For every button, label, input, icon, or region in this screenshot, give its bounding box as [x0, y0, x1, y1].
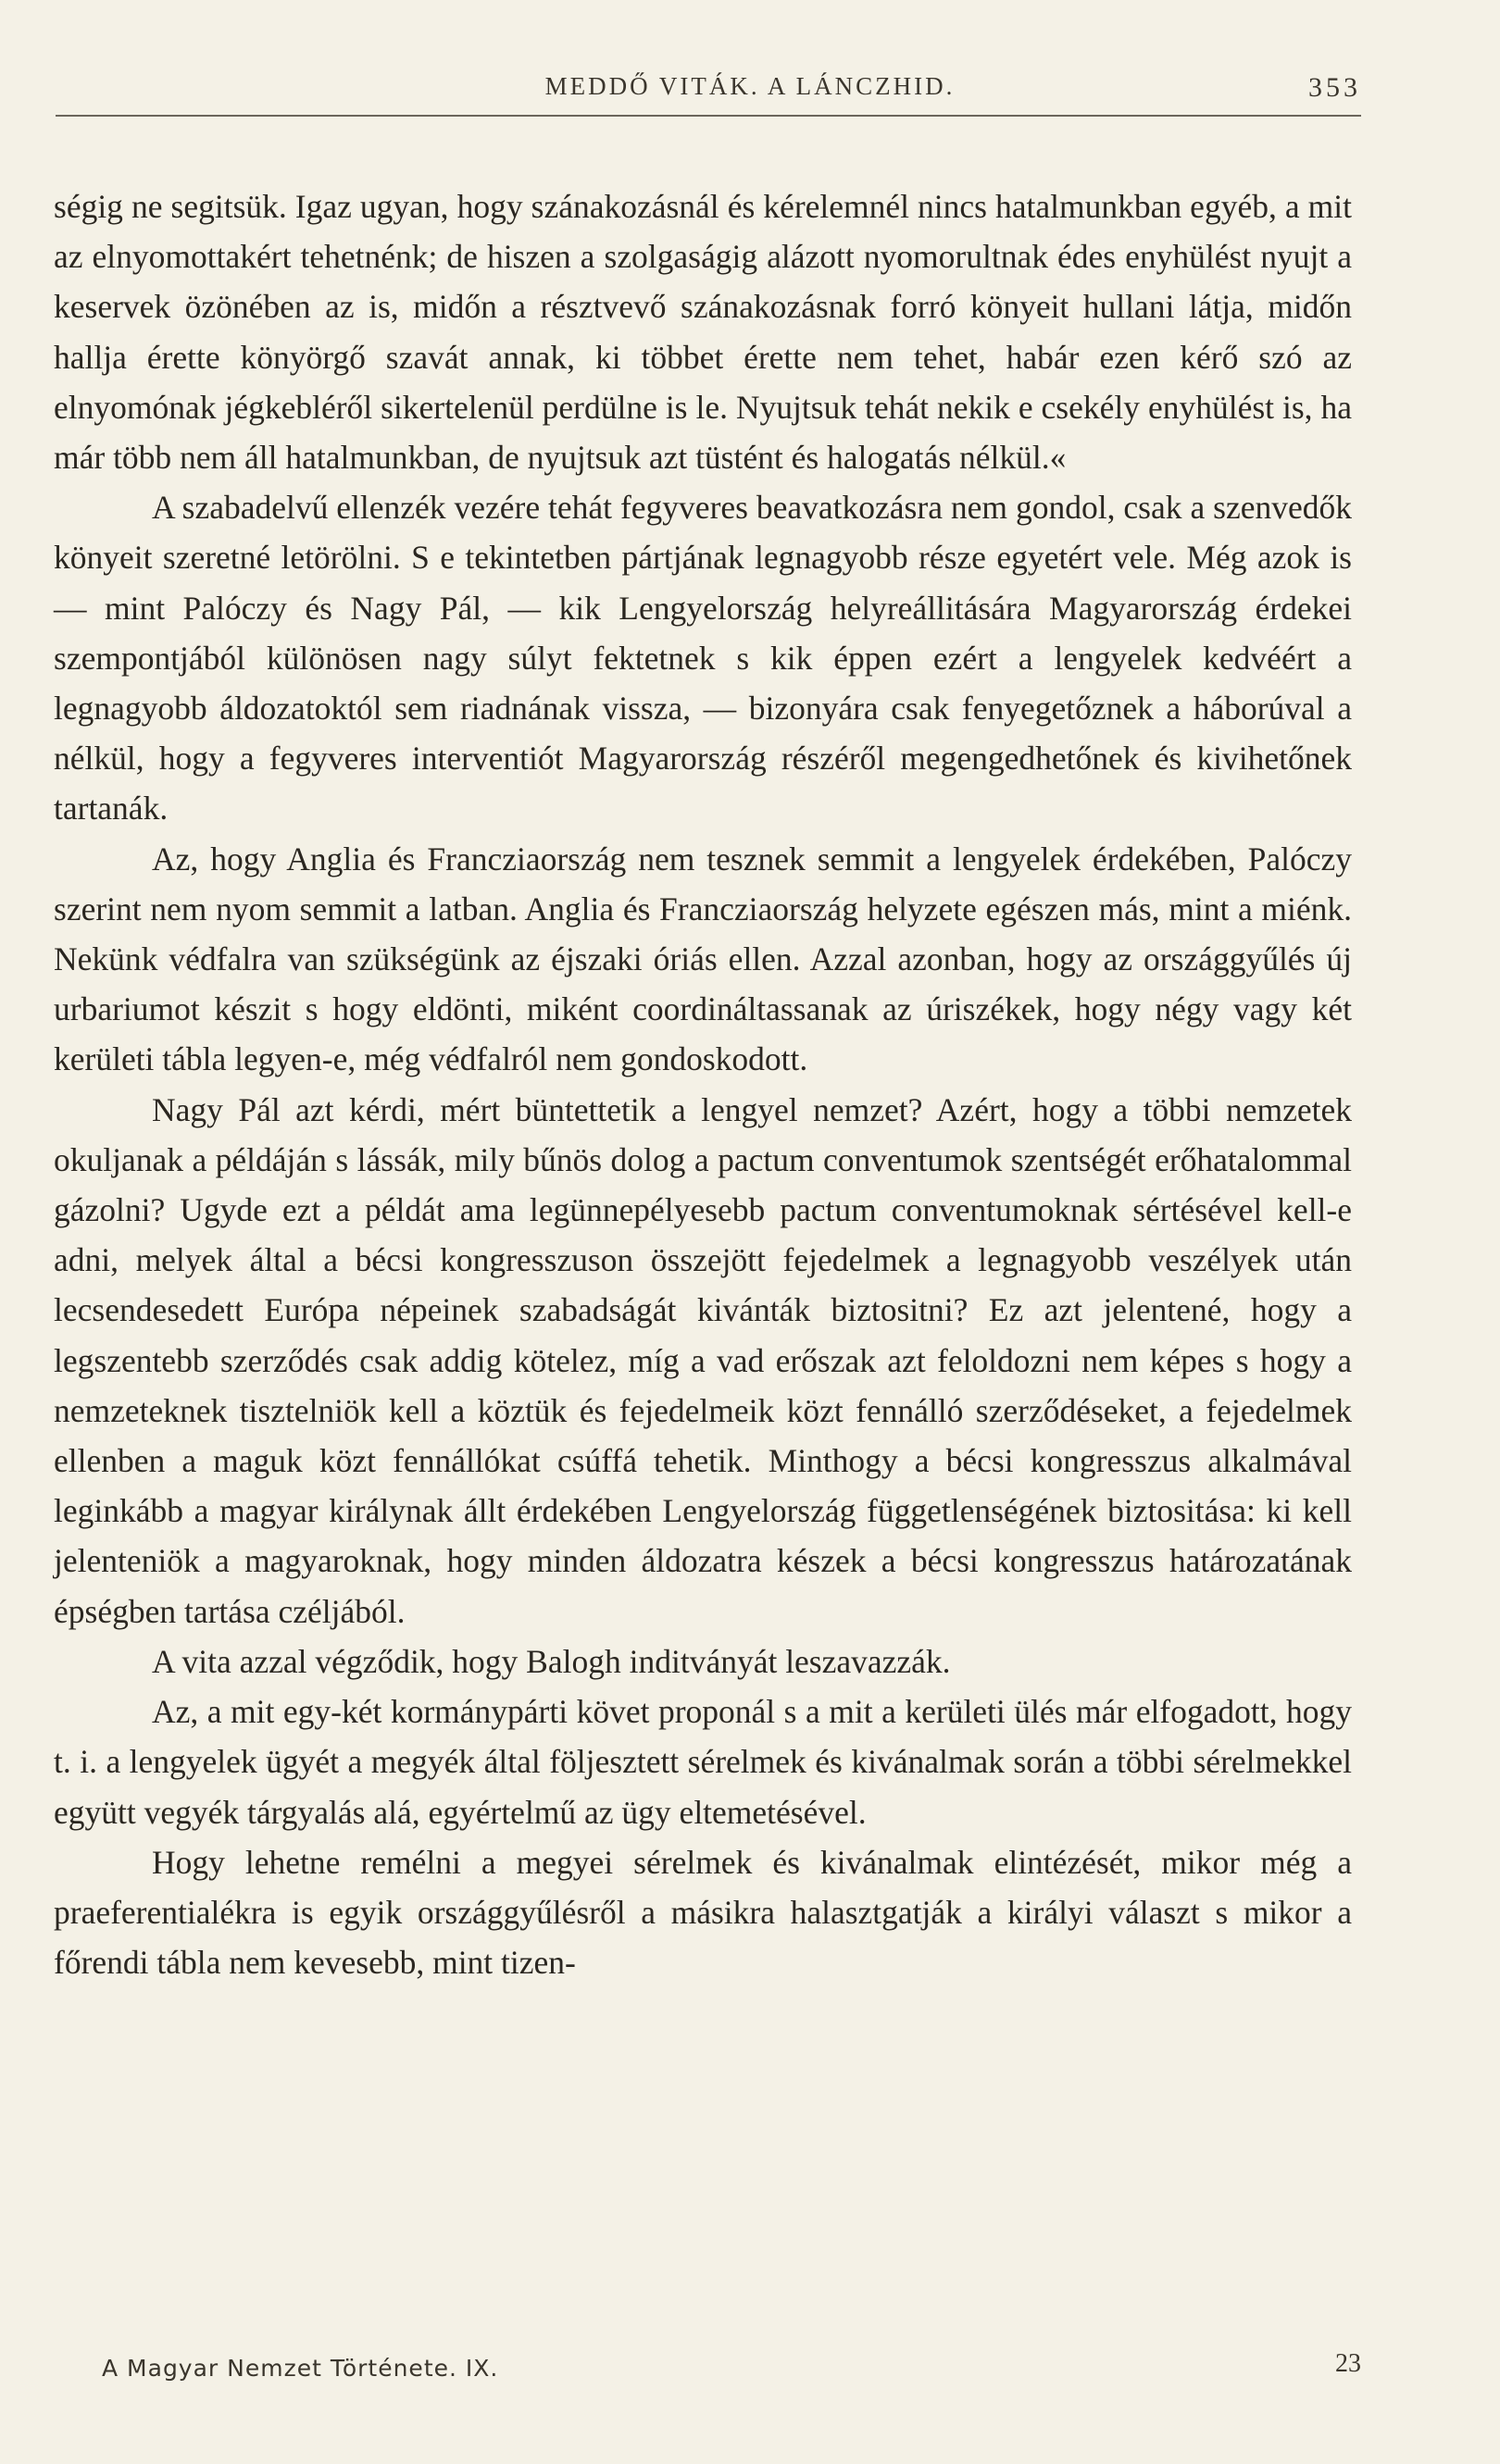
paragraph-5: A vita azzal végződik, hogy Balogh inditványát leszavazzák. [152, 1642, 951, 1680]
paragraph-4: Nagy Pál azt kérdi, mért büntettetik a lengyel nemzet? Azért, hogy a többi nemzetek okuljanak a példáján s lássák, mily bűnös dolog a pactum conventumok szentségét erőhatalommal gázolni? Ugyde ezt a példát ama legünnepélyesebb pactum conventumoknak sértésével kell-e adni, melyek által a bécsi kongresszuson összejött fejedelmek a legnagyobb veszélyek után lecsendesedett Európa népeinek szabadságát kivánták biztositni? Ez azt jelentené, hogy a legszentebb szerződés csak addig kötelez, míg a vad erőszak azt feloldozni nem képes s hogy a nemzeteknek tisztelniök kell a köztük és fejedelmeik közt fennálló szerződéseket, a fejedelmek ellenben a maguk közt fennállókat csúffá tehetik. Minthogy a bécsi kongresszus alkalmával leginkább a magyar királynak állt érdekében Lengyelország függetlenségének biztositása: ki kell jelenteniök a magyaroknak, hogy minden áldozatra készek a bécsi kongresszus határozatának épségben tartása czéljából. [54, 1090, 1352, 1630]
paragraph-1: ségig ne segitsük. Igaz ugyan, hogy szánakozásnál és kérelemnél nincs hatalmunkban egyéb, a mit az elnyomottakért tehetnénk; de hiszen a szolgaságig alázott nyomorultnak édes enyhülést nyujt a keservek özönében az is, midőn a résztvevő szánakozásnak forró könyeit hullani látja, midőn hallja érette könyörgő szavát annak, ki többet érette nem tehet, habár ezen kérő szó az elnyomónak jégkebléről sikertelenül perdülne is le. Nyujtsuk tehát nekik e csekély enyhülést is, ha már több nem áll hatalmunkban, de nyujtsuk azt tüstént és halogatás nélkül.« [54, 188, 1352, 477]
paragraph-7: Hogy lehetne remélni a megyei sérelmek és kivánalmak elintézését, mikor még a praeferentialékra is egyik országgyűlésről a másikra halasztgatják a királyi választ s mikor a főrendi tábla nem kevesebb, mint tizen- [54, 1843, 1352, 1982]
page-number: 353 [1308, 72, 1361, 103]
running-header [0, 68, 1500, 106]
running-title: MEDDŐ VITÁK. A LÁNCZHID. [544, 72, 956, 100]
paragraph-2: A szabadelvű ellenzék vezére tehát fegyveres beavatkozásra nem gondol, csak a szenvedők könyeit szeretné letörölni. S e tekintetben pártjának legnagyobb része egyetért vele. Még azok is — mint Palóczy és Nagy Pál, — kik Lengyelország helyreállitására Magyarország érdekei szempontjából különösen nagy súlyt fektetnek s kik éppen ezért a lengyelek kedvéért a legnagyobb áldozatoktól sem riadnának vissza, — bizonyára csak fenyegetőznek a háborúval a nélkül, hogy a fegyveres interventiót Magyarország részéről megengedhetőnek és kivihetőnek tartanák. [54, 489, 1352, 828]
paragraph-6: Az, a mit egy-két kormánypárti követ proponál s a mit a kerületi ülés már elfogadott, hogy t. i. a lengyelek ügyét a megyék által följesztett sérelmek és kivánalmak során a többi sérelmekkel együtt vegyék tárgyalás alá, egyértelmű az ügy eltemetésével. [54, 1693, 1352, 1831]
page-footer [102, 2349, 1361, 2392]
signature-mark: 23 [1335, 2349, 1361, 2378]
footer-source: A Magyar Nemzet Története. IX. [102, 2355, 499, 2382]
paragraph-3: Az, hogy Anglia és Francziaország nem tesznek semmit a lengyelek érdekében, Palóczy szerint nem nyom semmit a latban. Anglia és Francziaország helyzete egészen más, mint a miénk. Nekünk védfalra van szükségünk az éjszaki óriás ellen. Azzal azonban, hogy az országgyűlés új urbariumot készit s hogy eldönti, miként coordináltassanak az úriszékek, hogy négy vagy két kerületi tábla legyen-e, még védfalról nem gondoskodott. [54, 840, 1352, 1078]
header-rule [56, 115, 1361, 117]
body-text [54, 181, 1352, 1987]
